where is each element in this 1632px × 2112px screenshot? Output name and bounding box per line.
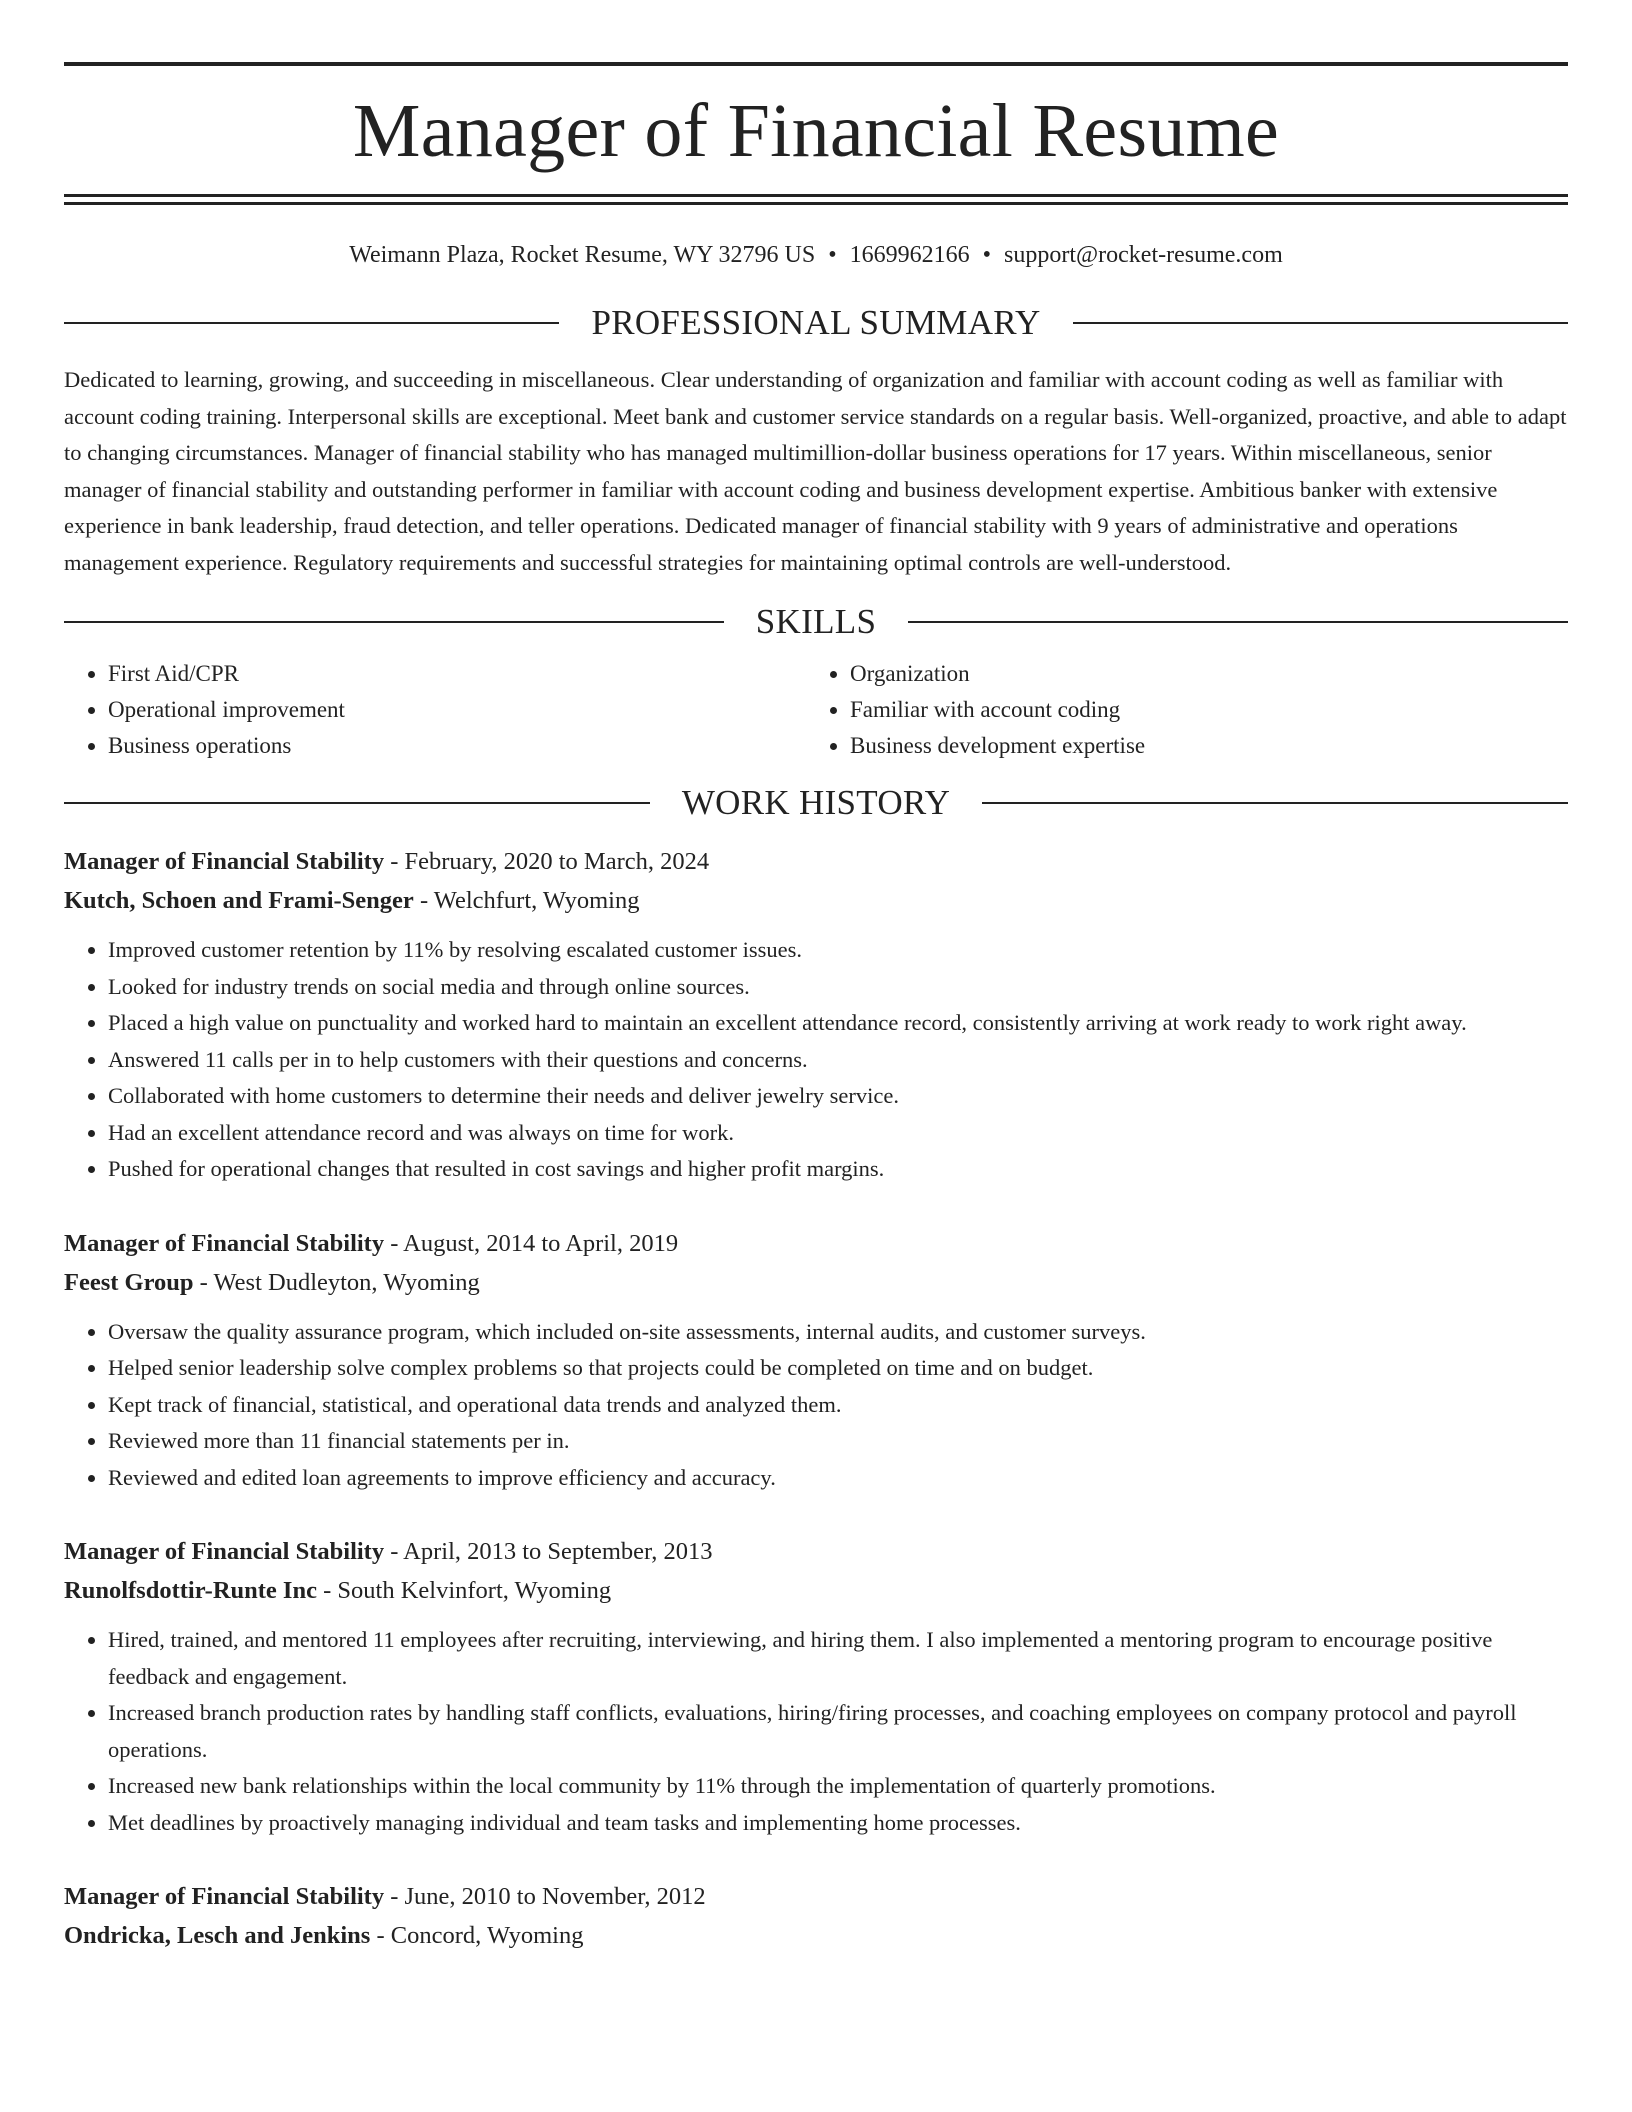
job-company-line: Runolfsdottir-Runte Inc - South Kelvinfort, Wyoming [64,1577,612,1605]
section-header-summary [64,304,1568,343]
duty-item: • Hired, trained, and mentored 11 employees after recruiting, interviewing, and hiring them. I also implemented a mentoring program to encourage positive feedback and engagement. [108,1622,1568,1695]
divider-line [1073,322,1568,324]
divider-line [982,802,1568,804]
duty-item: • Kept track of financial, statistical, and operational data trends and analyzed them. [108,1387,1568,1424]
contact-line [64,241,1568,270]
job-duties [64,1314,1568,1497]
title-double-rule [64,194,1568,205]
job-dates: August, 2014 to April, 2019 [403,1229,679,1257]
skill-item: • Operational improvement [108,692,806,728]
divider-line [64,802,650,804]
job-company-line: Kutch, Schoen and Frami-Senger - Welchfurt, Wyoming [64,887,640,915]
duty-item: • Increased branch production rates by handling staff conflicts, evaluations, hiring/firing processes, and coaching employees on company protocol and payroll operations. [108,1695,1568,1768]
contact-phone: 1669962166 [849,241,970,268]
duty-item: • Had an excellent attendance record and was always on time for work. [108,1115,1568,1152]
divider-line [64,621,724,623]
duty-item: • Reviewed and edited loan agreements to improve efficiency and accuracy. [108,1460,1568,1497]
duty-item: • Helped senior leadership solve complex problems so that projects could be completed on time and on budget. [108,1350,1568,1387]
job-entry [64,1224,1568,1497]
job-location: South Kelvinfort, Wyoming [337,1577,612,1605]
job-entry [64,1532,1568,1841]
skill-item: • Familiar with account coding [850,692,1145,728]
job-entry [64,842,1568,1188]
job-title-line: Manager of Financial Stability - August, 2014 to April, 2019 [64,1229,679,1257]
job-duties [64,1622,1568,1841]
duty-item: • Met deadlines by proactively managing individual and team tasks and implementing home processes. [108,1805,1568,1842]
contact-separator: • [828,241,837,268]
job-title: Manager of Financial Stability [64,848,385,876]
job-duties [64,932,1568,1188]
job-company-line: Ondricka, Lesch and Jenkins - Concord, Wyoming [64,1922,584,1950]
job-dates: April, 2013 to September, 2013 [403,1538,713,1566]
duty-item: • Placed a high value on punctuality and worked hard to maintain an excellent attendance record, consistently arriving at work ready to work right away. [108,1005,1568,1042]
duty-item: • Looked for industry trends on social media and through online sources. [108,969,1568,1006]
section-title-work: WORK HISTORY [681,782,951,822]
job-location: Welchfurt, Wyoming [433,887,640,915]
skills-column-left [64,656,806,764]
summary-text: Dedicated to learning, growing, and succeeding in miscellaneous. Clear understanding of organization and familiar with account coding as well as familiar with account coding training. Interpersonal skills are exceptional. Meet bank and customer service standards on a regular basis. Well-organized, proactive, and able to adapt to changing circumstances. Manager of financial stability who has managed multimillion-dollar business operations for 17 years. Within miscellaneous, senior manager of financial stability and outstanding performer in familiar with account coding and business development expertise. Ambitious banker with extensive experience in bank leadership, fraud detection, and teller operations. Dedicated manager of financial stability with 9 years of administrative and operations management experience. Regulatory requirements and successful strategies for maintaining optimal controls are well-understood. [64,367,1567,575]
top-rule [64,62,1568,66]
job-title: Manager of Financial Stability [64,1883,385,1911]
duty-item: • Reviewed more than 11 financial statements per in. [108,1423,1568,1460]
duty-item: • Answered 11 calls per in to help customers with their questions and concerns. [108,1042,1568,1079]
job-dates: June, 2010 to November, 2012 [404,1883,706,1911]
job-company: Feest Group [64,1268,194,1296]
skills-column-right [806,656,1145,764]
work-history-list [64,842,1568,1955]
divider-line [908,621,1568,623]
job-title: Manager of Financial Stability [64,1229,385,1257]
job-dates: February, 2020 to March, 2024 [404,848,710,876]
duty-item: • Pushed for operational changes that resulted in cost savings and higher profit margins. [108,1151,1568,1188]
skill-item: • Business operations [108,728,806,764]
skills-list [64,656,1568,764]
contact-email: support@rocket-resume.com [1004,241,1283,268]
job-title-line: Manager of Financial Stability - April, 2013 to September, 2013 [64,1538,713,1566]
job-company: Ondricka, Lesch and Jenkins [64,1922,371,1950]
section-title-skills: SKILLS [755,602,877,642]
skill-item: • Organization [850,656,1145,692]
skill-item: • Business development expertise [850,728,1145,764]
resume-title: Manager of Financial Resume [352,89,1280,173]
contact-separator: • [982,241,992,268]
job-location: West Dudleyton, Wyoming [213,1268,480,1296]
section-header-work [64,784,1568,823]
job-company: Kutch, Schoen and Frami-Senger [64,887,414,915]
job-title: Manager of Financial Stability [64,1538,385,1566]
duty-item: • Oversaw the quality assurance program, which included on-site assessments, internal audits, and customer surveys. [108,1314,1568,1351]
contact-address: Weimann Plaza, Rocket Resume, WY 32796 US [349,241,816,268]
duty-item: • Improved customer retention by 11% by resolving escalated customer issues. [108,932,1568,969]
job-title-line: Manager of Financial Stability - June, 2010 to November, 2012 [64,1883,706,1911]
section-header-skills [64,603,1568,642]
job-company: Runolfsdottir-Runte Inc [64,1577,317,1605]
job-entry [64,1877,1568,1955]
divider-line [64,322,559,324]
job-title-line: Manager of Financial Stability - February, 2020 to March, 2024 [64,848,710,876]
job-location: Concord, Wyoming [390,1922,584,1950]
duty-item: • Collaborated with home customers to determine their needs and deliver jewelry service. [108,1078,1568,1115]
section-title-summary: PROFESSIONAL SUMMARY [591,302,1041,342]
job-company-line: Feest Group - West Dudleyton, Wyoming [64,1268,480,1296]
duty-item: • Increased new bank relationships within the local community by 11% through the implementation of quarterly promotions. [108,1768,1568,1805]
skill-item: • First Aid/CPR [108,656,806,692]
